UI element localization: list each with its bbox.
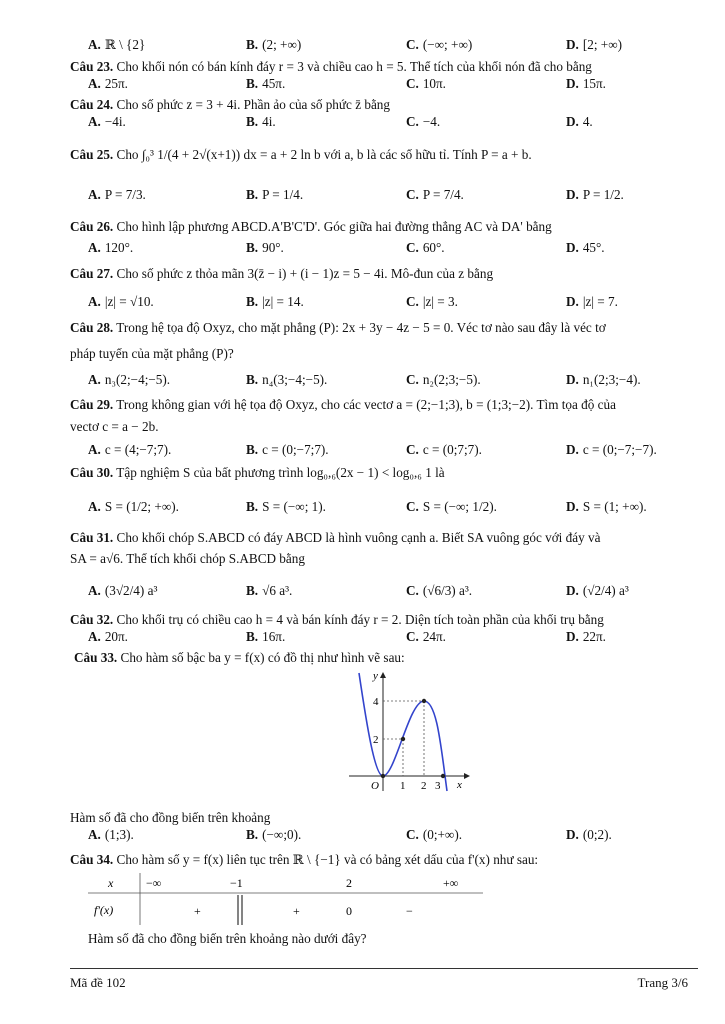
q31-stem-cont: SA = a√6. Thể tích khối chóp S.ABCD bằng (70, 551, 305, 566)
q24-option-b[interactable]: 4i. (262, 114, 276, 129)
x-val-pos-inf: +∞ (443, 876, 459, 890)
q27-option-c[interactable]: |z| = 3. (422, 294, 458, 309)
q24-stem: Câu 24. Cho số phức z = 3 + 4i. Phần ảo của số phức z̄ bằng (70, 97, 390, 112)
q30-option-a[interactable]: S = (1/2; +∞). (104, 499, 179, 514)
q23-stem: Câu 23. Cho khối nón có bán kính đáy r = 3 và chiều cao h = 5. Thể tích của khối nón đã cho bằng (70, 59, 592, 74)
q27-options: A. |z| = √10. B. |z| = 14. C. |z| = 3. D. |z| = 7. (88, 294, 618, 309)
q29-option-c[interactable]: c = (0;7;7). (422, 442, 482, 457)
table-fp-head: f'(x) (94, 903, 114, 917)
q32-options: A. 20π. B. 16π. C. 24π. D. 22π. (88, 629, 606, 644)
q30-option-d[interactable]: S = (1; +∞). (582, 499, 647, 514)
q27-stem: Câu 27. Cho số phức z thỏa mãn 3(z̄ − i) + (i − 1)z = 5 − 4i. Mô-đun của z bằng (70, 266, 494, 281)
x-tick-3: 3 (435, 780, 441, 792)
q30-option-b[interactable]: S = (−∞; 1). (262, 499, 326, 514)
q25-option-d[interactable]: P = 1/2. (582, 187, 624, 202)
q28-stem: Câu 28. Trong hệ tọa độ Oxyz, cho mặt phẳng (P): 2x + 3y − 4z − 5 = 0. Véc tơ nào sau đây là véc tơ (70, 320, 606, 335)
x-axis-label: x (457, 779, 462, 791)
exam-code: Mã đề 102 (70, 975, 126, 990)
q26-option-c[interactable]: 60°. (422, 240, 445, 255)
sign-2: + (293, 904, 300, 918)
q26-option-b[interactable]: 90°. (262, 240, 284, 255)
q28-options: A. n₃(2;−4;−5). B. n₄(3;−4;−5). C. n₂(2;3;−5). D. n₁(2;3;−4). (88, 372, 641, 387)
sign-1: + (194, 904, 201, 918)
q28-stem-cont: pháp tuyến của mặt phẳng (P)? (70, 346, 234, 361)
q32-option-d[interactable]: 22π. (582, 629, 606, 644)
q34-stem: Câu 34. Cho hàm số y = f(x) liên tục trên ℝ \ {−1} và có bảng xét dấu của f'(x) như sau: (70, 852, 539, 867)
q25-options: A. P = 7/3. B. P = 1/4. C. P = 7/4. D. P = 1/2. (88, 187, 624, 202)
q23-option-b[interactable]: 45π. (262, 76, 286, 91)
q24-option-c[interactable]: −4. (422, 114, 441, 129)
q31-option-c[interactable]: (√6/3) a³. (422, 583, 473, 598)
q28-option-a[interactable]: n₃(2;−4;−5). (104, 372, 171, 387)
q26-option-d[interactable]: 45°. (582, 240, 605, 255)
q23-options: A. 25π. B. 45π. C. 10π. D. 15π. (88, 76, 606, 91)
q23-option-a[interactable]: 25π. (104, 76, 128, 91)
table-x-head: x (108, 876, 114, 890)
q31-option-a[interactable]: (3√2/4) a³ (104, 583, 158, 598)
y-tick-4: 4 (373, 696, 379, 708)
q26-options: A. 120°. B. 90°. C. 60°. D. 45°. (88, 240, 605, 255)
q32-option-a[interactable]: 20π. (104, 629, 128, 644)
q25-option-b[interactable]: P = 1/4. (262, 187, 304, 202)
q26-stem: Câu 26. Cho hình lập phương ABCD.A'B'C'D'. Góc giữa hai đường thẳng AC và DA' bằng (70, 219, 552, 234)
q33-option-d[interactable]: (0;2). (582, 827, 612, 842)
q22-options: A. ℝ \ {2} B. (2; +∞) C. (−∞; +∞) D. [2; +∞) (88, 37, 623, 52)
q22-option-a[interactable]: ℝ \ {2} (104, 37, 146, 52)
x-val-neg-inf: −∞ (146, 876, 162, 890)
q24-option-a[interactable]: −4i. (104, 114, 126, 129)
x-val-2: 2 (346, 876, 352, 890)
q31-stem: Câu 31. Cho khối chóp S.ABCD có đáy ABCD là hình vuông cạnh a. Biết SA vuông góc với đáy và (70, 530, 601, 545)
q27-option-a[interactable]: |z| = √10. (104, 294, 154, 309)
q22-option-d[interactable]: [2; +∞) (582, 37, 623, 52)
footer-rule (70, 968, 698, 969)
q27-option-b[interactable]: |z| = 14. (262, 294, 304, 309)
sign-table (88, 873, 483, 925)
q25-option-c[interactable]: P = 7/4. (422, 187, 464, 202)
q33-option-a[interactable]: (1;3). (104, 827, 134, 842)
cubic-curve (359, 673, 447, 791)
q23-option-c[interactable]: 10π. (422, 76, 446, 91)
point-1-2 (401, 737, 405, 741)
q33-options: A. (1;3). B. (−∞;0). C. (0;+∞). D. (0;2). (88, 827, 612, 842)
q28-option-d[interactable]: n₁(2;3;−4). (582, 372, 641, 387)
point-3-0 (441, 774, 445, 778)
q33-stem: Câu 33. Cho hàm số bậc ba y = f(x) có đồ thị như hình vẽ sau: (74, 650, 405, 665)
q32-option-c[interactable]: 24π. (422, 629, 446, 644)
q29-stem: Câu 29. Trong không gian với hệ tọa độ Oxyz, cho các vectơ a = (2;−1;3), b = (1;3;−2). Tìm tọa độ của (70, 397, 616, 412)
point-2-4 (422, 699, 426, 703)
q33-question: Hàm số đã cho đồng biến trên khoảng (70, 810, 271, 825)
x-tick-1: 1 (400, 780, 406, 792)
q25-stem: Câu 25. Cho ∫₀³ 1/(4 + 2√(x+1)) dx = a + 2 ln b với a, b là các số hữu tỉ. Tính P = a + b. (70, 147, 532, 162)
cubic-function-graph (345, 667, 475, 795)
page-number: Trang 3/6 (637, 975, 688, 990)
sign-zero: 0 (346, 904, 352, 918)
y-tick-2: 2 (373, 734, 379, 746)
q26-option-a[interactable]: 120°. (104, 240, 134, 255)
q30-options: A. S = (1/2; +∞). B. S = (−∞; 1). C. S = (−∞; 1/2). D. S = (1; +∞). (88, 499, 647, 514)
q24-options: A. −4i. B. 4i. C. −4. D. 4. (88, 114, 593, 129)
q28-option-c[interactable]: n₂(2;3;−5). (422, 372, 481, 387)
x-val-neg-1: −1 (230, 876, 243, 890)
origin-label: O (371, 780, 379, 792)
q29-stem-cont: vectơ c = a − 2b. (70, 419, 159, 434)
q29-option-a[interactable]: c = (4;−7;7). (104, 442, 172, 457)
x-tick-2: 2 (421, 780, 427, 792)
q32-stem: Câu 32. Cho khối trụ có chiều cao h = 4 và bán kính đáy r = 2. Diện tích toàn phần của khối trụ bằng (70, 612, 604, 627)
q22-option-b[interactable]: (2; +∞) (262, 37, 302, 52)
q31-option-b[interactable]: √6 a³. (262, 583, 293, 598)
q33-option-b[interactable]: (−∞;0). (262, 827, 302, 842)
q30-option-c[interactable]: S = (−∞; 1/2). (422, 499, 497, 514)
q31-option-d[interactable]: (√2/4) a³ (582, 583, 629, 598)
q30-stem: Câu 30. Tập nghiệm S của bất phương trình log₀,₆(2x − 1) < log₀,₆ 1 là (70, 465, 445, 480)
sign-3: − (406, 904, 413, 918)
q32-option-b[interactable]: 16π. (262, 629, 286, 644)
q28-option-b[interactable]: n₄(3;−4;−5). (262, 372, 328, 387)
q34-question: Hàm số đã cho đồng biến trên khoảng nào dưới đây? (88, 931, 367, 946)
q22-option-c[interactable]: (−∞; +∞) (422, 37, 473, 52)
q29-option-b[interactable]: c = (0;−7;7). (262, 442, 329, 457)
q23-option-d[interactable]: 15π. (582, 76, 606, 91)
q25-option-a[interactable]: P = 7/3. (104, 187, 146, 202)
q33-option-c[interactable]: (0;+∞). (422, 827, 463, 842)
y-axis-label: y (373, 670, 378, 682)
q29-options: A. c = (4;−7;7). B. c = (0;−7;7). C. c = (0;7;7). D. c = (0;−7;−7). (88, 442, 657, 457)
q29-option-d[interactable]: c = (0;−7;−7). (582, 442, 657, 457)
q27-option-d[interactable]: |z| = 7. (582, 294, 618, 309)
point-origin (381, 774, 385, 778)
q31-options: A. (3√2/4) a³ B. √6 a³. C. (√6/3) a³. D. (√2/4) a³ (88, 583, 629, 598)
q24-option-d[interactable]: 4. (582, 114, 593, 129)
